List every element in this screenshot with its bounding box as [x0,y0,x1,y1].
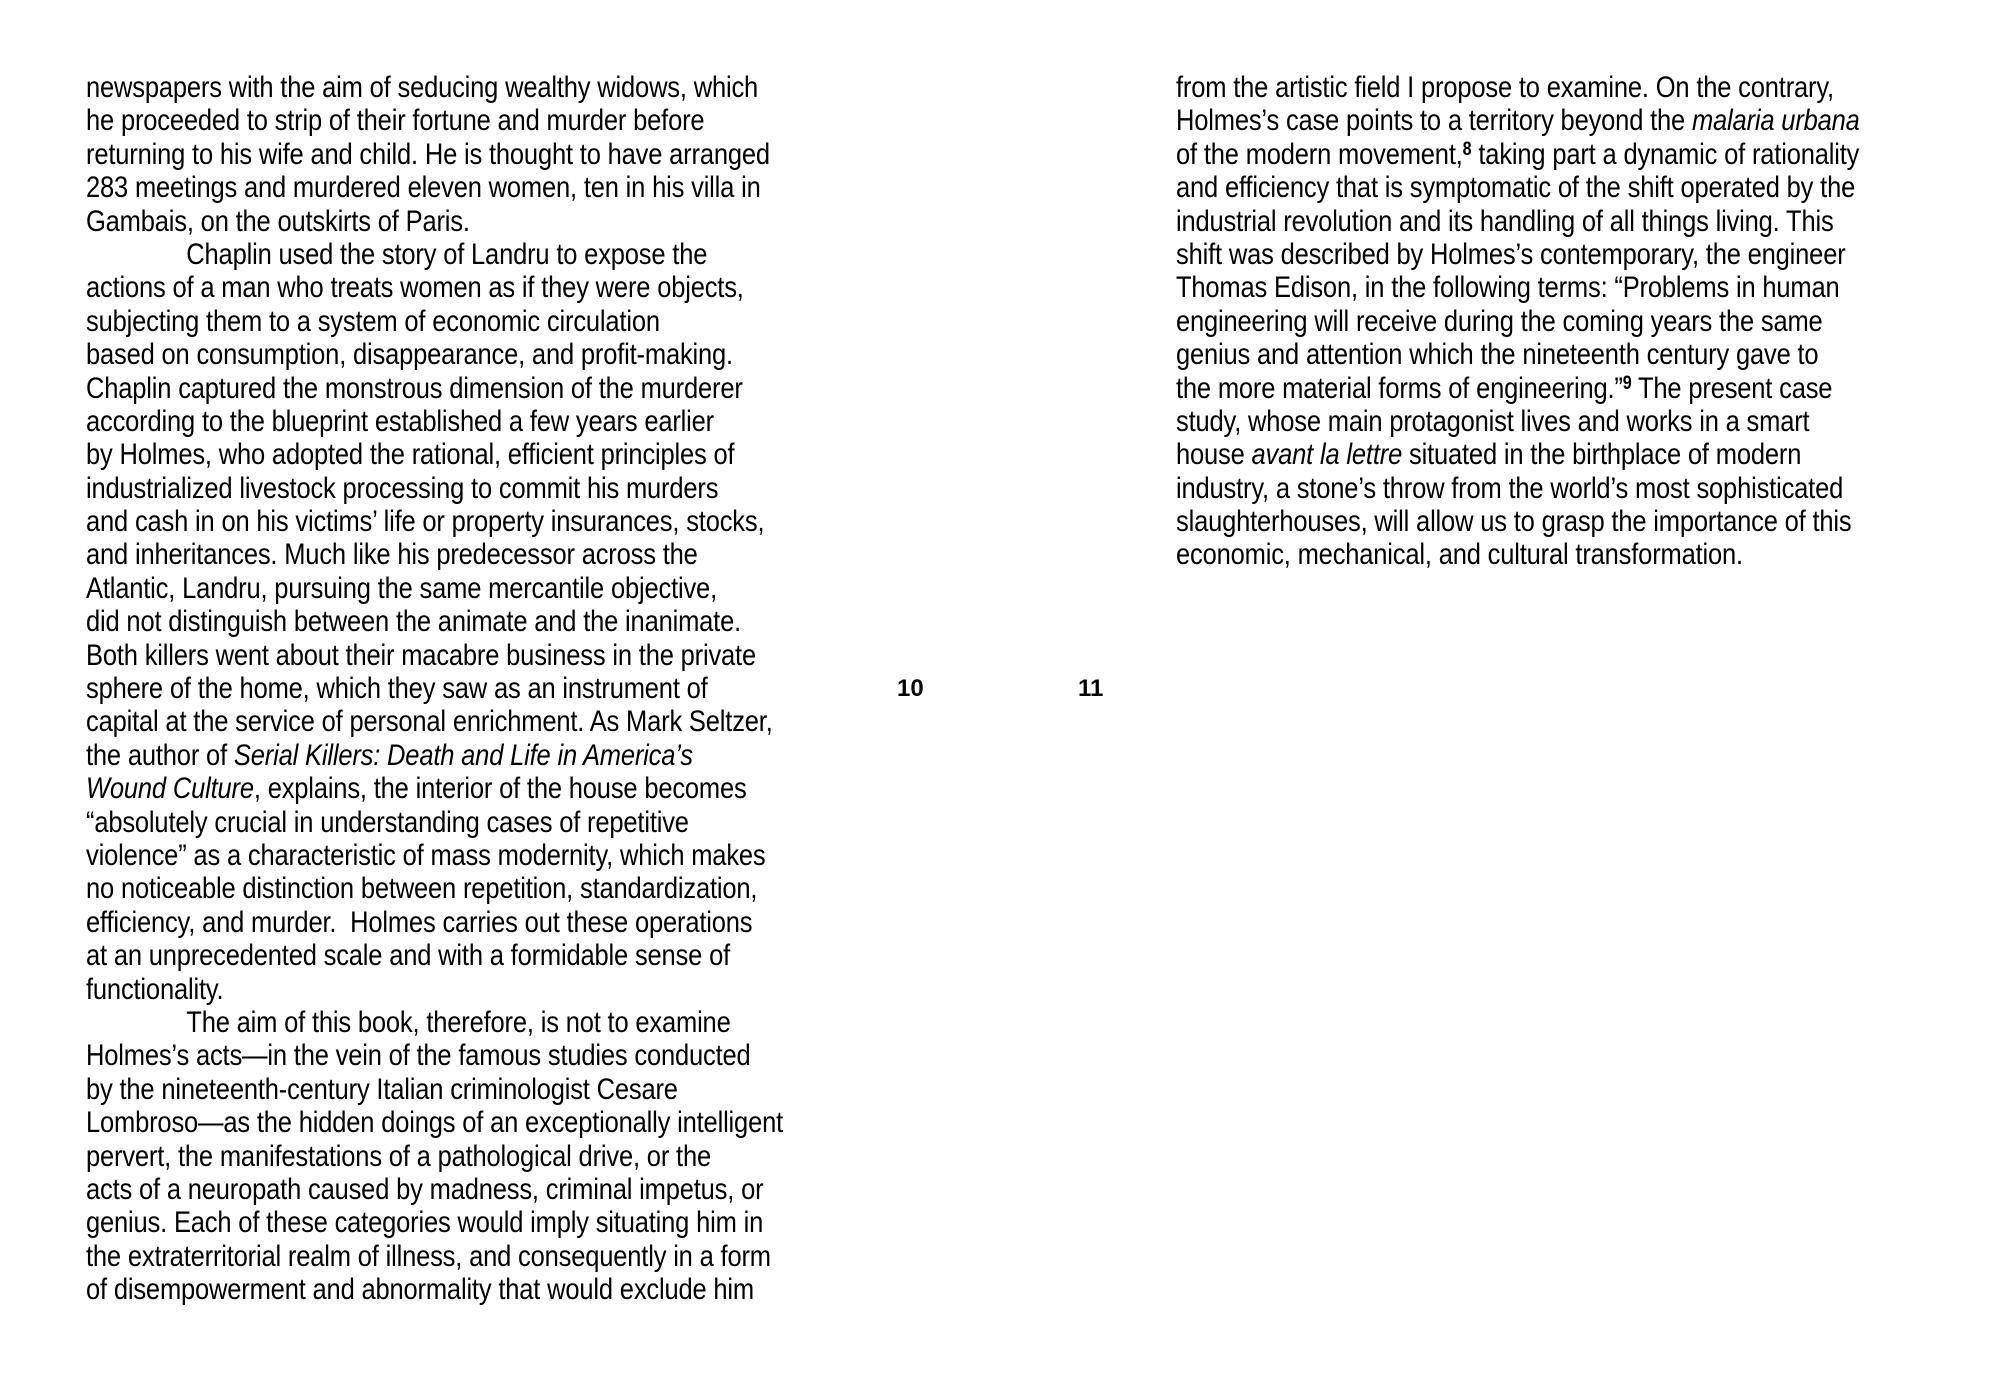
text-segment: no noticeable distinction between repetition, standardization, [86,872,758,906]
text-line [1176,238,1958,271]
text-segment: of the modern movement, [1176,137,1463,171]
text-line [86,939,868,972]
text-segment: the more material forms of engineering.” [1176,371,1623,405]
text-line [86,405,868,438]
text-line [86,605,868,638]
text-segment: the author of [86,738,234,772]
text-line [1176,505,1958,538]
text-segment: industry, a stone’s throw from the world’s most sophisticated [1176,471,1844,505]
text-segment: The present case [1631,371,1833,405]
text-line [1176,271,1958,304]
page-number-right: 11 [1078,675,1104,702]
text-segment: economic, mechanical, and cultural transformation. [1176,538,1743,572]
text-segment: industrialized livestock processing to commit his murders [86,471,719,505]
text-line [1176,472,1958,505]
text-segment: violence” as a characteristic of mass modernity, which makes [86,838,766,872]
left-page-text-block [86,71,868,1306]
text-segment: house [1176,438,1252,472]
text-line [86,505,868,538]
text-segment: from the artistic field I propose to examine. On the contrary, [1176,71,1834,104]
text-line [86,1206,868,1239]
text-segment: returning to his wife and child. He is thought to have arranged [86,137,770,171]
text-line [1176,405,1958,438]
text-segment: capital at the service of personal enrichment. As Mark Seltzer, [86,705,773,739]
text-segment: by the nineteenth-century Italian criminologist Cesare [86,1072,678,1106]
text-line [1176,104,1958,137]
text-line [86,1106,868,1139]
text-line [86,806,868,839]
text-line [86,271,868,304]
text-segment: by Holmes, who adopted the rational, efficient principles of [86,438,735,472]
text-segment: and inheritances. Much like his predecessor across the [86,538,698,572]
text-segment: Lombroso—as the hidden doings of an exceptionally intelligent [86,1106,784,1140]
text-segment: study, whose main protagonist lives and works in a smart [1176,404,1810,438]
text-line [86,1006,868,1039]
text-line [1176,538,1958,571]
text-line [86,71,868,104]
text-line [86,973,868,1006]
text-line [86,438,868,471]
text-line [86,672,868,705]
text-segment: 9 [1622,372,1632,394]
text-segment: based on consumption, disappearance, and profit-making. [86,338,733,372]
text-segment: industrial revolution and its handling of all things living. This [1176,204,1834,238]
text-line [86,1039,868,1072]
text-segment: and cash in on his victims’ life or property insurances, stocks, [86,505,765,539]
text-line [86,205,868,238]
text-line [86,705,868,738]
text-segment: 8 [1462,138,1472,160]
text-line [1176,71,1958,104]
text-line [86,238,868,271]
text-segment: functionality. [86,972,224,1006]
text-segment: according to the blueprint established a few years earlier [86,404,715,438]
text-segment: taking part a dynamic of rationality [1471,137,1860,171]
text-line [86,639,868,672]
text-segment: newspapers with the aim of seducing wealthy widows, which [86,71,759,104]
text-line [86,171,868,204]
text-segment: Gambais, on the outskirts of Paris. [86,204,470,238]
text-segment: slaughterhouses, will allow us to grasp the importance of this [1176,505,1852,539]
text-line [1176,305,1958,338]
text-segment: 283 meetings and murdered eleven women, ten in his villa in [86,171,761,205]
text-line [1176,138,1958,171]
text-line [86,872,868,905]
text-segment: actions of a man who treats women as if they were objects, [86,271,744,305]
text-segment: of disempowerment and abnormality that would exclude him [86,1273,755,1307]
text-line [86,472,868,505]
text-line [1176,338,1958,371]
text-line [86,104,868,137]
text-line [86,1173,868,1206]
text-segment: Holmes’s case points to a territory beyond the [1176,104,1692,138]
text-segment: Both killers went about their macabre business in the private [86,638,756,672]
text-segment: Thomas Edison, in the following terms: “Problems in human [1176,271,1840,305]
text-segment: , explains, the interior of the house becomes [253,772,747,806]
text-segment: Atlantic, Landru, pursuing the same mercantile objective, [86,571,717,605]
text-segment: shift was described by Holmes’s contemporary, the engineer [1176,237,1846,271]
text-line [1176,171,1958,204]
text-segment: he proceeded to strip of their fortune and murder before [86,104,705,138]
text-segment: and efficiency that is symptomatic of the shift operated by the [1176,171,1856,205]
text-segment: The aim of this book, therefore, is not to examine [186,1005,731,1039]
text-line [1176,372,1958,405]
right-page-text-block [1176,71,1958,572]
text-line [86,1273,868,1306]
text-line [86,772,868,805]
text-segment: sphere of the home, which they saw as an instrument of [86,672,708,706]
text-line [86,739,868,772]
text-segment: Chaplin captured the monstrous dimension of the murderer [86,371,743,405]
text-line [86,906,868,939]
text-line [86,1240,868,1273]
text-segment: engineering will receive during the coming years the same [1176,304,1823,338]
text-segment: acts of a neuropath caused by madness, criminal impetus, or [86,1172,764,1206]
text-segment: the extraterritorial realm of illness, and consequently in a form [86,1239,771,1273]
text-segment: subjecting them to a system of economic circulation [86,304,660,338]
text-line [86,538,868,571]
text-line [86,338,868,371]
text-segment: situated in the birthplace of modern [1402,438,1802,472]
text-segment: genius. Each of these categories would imply situating him in [86,1206,764,1240]
text-segment: “absolutely crucial in understanding cases of repetitive [86,805,689,839]
text-segment: Holmes’s acts—in the vein of the famous studies conducted [86,1039,751,1073]
text-line [86,839,868,872]
page-number-left: 10 [897,675,924,702]
text-line [1176,205,1958,238]
text-line [86,1073,868,1106]
text-segment: at an unprecedented scale and with a formidable sense of [86,939,730,973]
text-segment: pervert, the manifestations of a pathological drive, or the [86,1139,712,1173]
text-segment: Serial Killers: Death and Life in America’s [233,738,693,772]
text-segment: malaria urbana [1691,104,1860,138]
text-segment: Chaplin used the story of Landru to expose the [186,237,708,271]
text-line [86,305,868,338]
text-line [86,138,868,171]
text-line [86,1140,868,1173]
text-segment: genius and attention which the nineteenth century gave to [1176,338,1819,372]
text-line [86,372,868,405]
text-segment: did not distinguish between the animate and the inanimate. [86,605,742,639]
text-line [86,572,868,605]
text-segment: avant la lettre [1251,438,1403,472]
text-line [1176,438,1958,471]
text-segment: Wound Culture [86,772,254,806]
text-segment: efficiency, and murder. Holmes carries out these operations [86,905,753,939]
